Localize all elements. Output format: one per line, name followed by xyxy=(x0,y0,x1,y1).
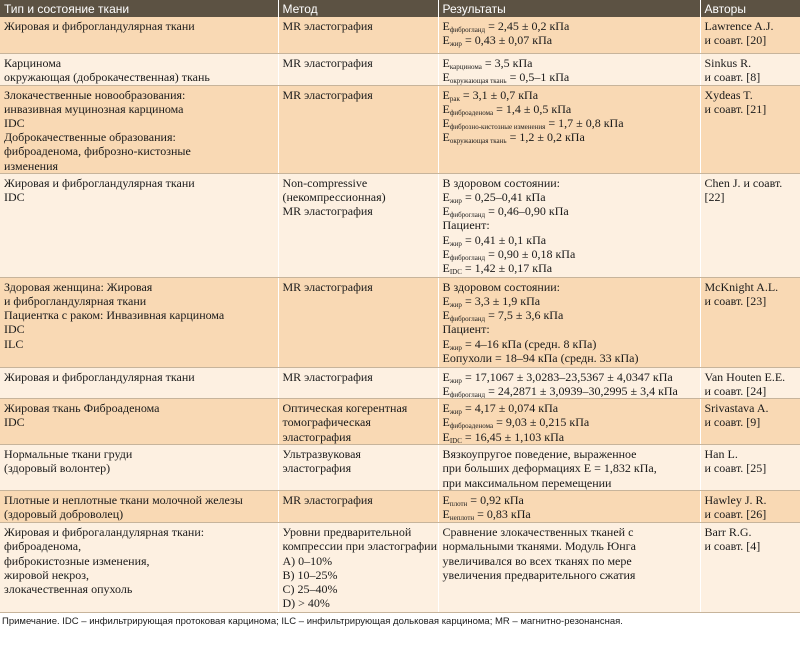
result-line xyxy=(443,247,696,261)
result-subscript: жир xyxy=(449,343,462,352)
result-value: = 0,90 ± 0,18 кПа xyxy=(485,246,576,261)
tissue-line: IDC xyxy=(4,415,25,430)
result-line xyxy=(443,204,696,218)
result-symbol: E xyxy=(442,101,450,116)
tissue-line: (здоровый доброволец) xyxy=(4,507,124,522)
author-line: и соавт. [20] xyxy=(704,33,767,48)
result-symbol: E xyxy=(442,33,450,48)
authors-cell xyxy=(700,445,800,491)
authors-cell xyxy=(700,491,800,523)
method-line: Уровни предварительной xyxy=(282,525,412,540)
authors-cell xyxy=(700,399,800,445)
table-row xyxy=(0,277,800,367)
result-line xyxy=(443,218,696,232)
result-value: = 0,43 ± 0,07 кПа xyxy=(461,33,553,48)
result-symbol: E xyxy=(442,232,450,247)
result-subscript: фиброгланд xyxy=(449,315,486,324)
tissue-line: окружающая (доброкачественная) ткань xyxy=(4,69,210,84)
result-symbol: E xyxy=(442,87,450,102)
result-line xyxy=(443,116,696,130)
result-value: = 0,41 ± 0,1 кПа xyxy=(461,232,547,247)
result-value: = 7,5 ± 3,6 кПа xyxy=(485,308,564,323)
result-line xyxy=(443,322,696,336)
authors-cell xyxy=(700,523,800,613)
tissue-cell xyxy=(0,523,278,613)
result-symbol: E xyxy=(442,415,450,430)
result-subscript: фиброгланд xyxy=(449,253,486,262)
result-value: = 24,2871 ± 3,0939–30,2995 ± 3,4 кПа xyxy=(485,383,678,398)
result-value: = 0,5–1 кПа xyxy=(506,69,570,84)
author-line: и соавт. [4] xyxy=(704,539,761,554)
result-line xyxy=(443,447,696,461)
method-line: томографическая xyxy=(282,415,371,430)
result-line xyxy=(443,554,696,568)
result-symbol: увеличения предварительного сжатия xyxy=(442,567,636,582)
result-symbol: E xyxy=(442,429,450,444)
result-subscript: фиброгланд xyxy=(449,211,486,220)
tissue-cell xyxy=(0,17,278,53)
result-line xyxy=(443,33,696,47)
tissue-cell xyxy=(0,173,278,277)
result-symbol: E xyxy=(442,383,450,398)
table-row xyxy=(0,445,800,491)
result-subscript: фиброгланд xyxy=(449,26,486,34)
result-line xyxy=(443,525,696,539)
result-line xyxy=(443,261,696,275)
tissue-line: Жировая и фиброгаландулярная ткани: xyxy=(4,525,205,540)
result-subscript: IDC xyxy=(449,267,462,276)
result-subscript: окружающая ткань xyxy=(449,137,507,146)
result-subscript: плотн xyxy=(449,500,468,509)
method-cell xyxy=(278,85,438,173)
result-symbol: Eопухоли = 18–94 кПа (средн. 33 кПа) xyxy=(442,350,639,365)
results-cell xyxy=(438,523,700,613)
result-symbol: нормальными тканями. Модуль Юнга xyxy=(442,539,636,554)
tissue-line: жировой некроз, xyxy=(4,567,90,582)
result-line xyxy=(443,280,696,294)
author-line: Van Houten E.E. xyxy=(704,369,786,384)
result-symbol: E xyxy=(442,115,450,130)
method-cell xyxy=(278,491,438,523)
tissue-line: злокачественная опухоль xyxy=(4,581,133,596)
result-value: = 2,45 ± 0,2 кПа xyxy=(485,19,570,33)
tissue-cell xyxy=(0,85,278,173)
method-line: MR эластография xyxy=(282,19,373,33)
tissue-line: инвазивная муцинозная карцинома xyxy=(4,101,184,116)
author-line: Barr R.G. xyxy=(704,525,752,540)
result-symbol: Сравнение злокачественных тканей с xyxy=(442,525,634,540)
result-value: = 16,45 ± 1,103 кПа xyxy=(461,429,565,444)
results-cell xyxy=(438,53,700,85)
result-value: = 3,3 ± 1,9 кПа xyxy=(461,293,541,308)
result-symbol: E xyxy=(442,246,450,261)
result-line xyxy=(443,294,696,308)
tissue-line: Жировая и фиброгландулярная ткани xyxy=(4,175,195,190)
tissue-line: Здоровая женщина: Жировая xyxy=(4,279,153,294)
author-line: и соавт. [21] xyxy=(704,101,767,116)
authors-cell xyxy=(700,53,800,85)
result-symbol: E xyxy=(442,204,450,219)
method-line: MR эластография xyxy=(282,369,373,384)
results-cell xyxy=(438,399,700,445)
result-symbol: E xyxy=(442,189,450,204)
method-line: (некомпрессионная) xyxy=(282,189,386,204)
result-subscript: IDC xyxy=(449,436,462,445)
table-row xyxy=(0,523,800,613)
result-value: = 4,17 ± 0,074 кПа xyxy=(461,401,559,416)
result-subscript: фиброаденома xyxy=(449,422,494,431)
result-symbol: E xyxy=(442,507,450,522)
result-subscript: карцинома xyxy=(449,62,482,71)
table-footnote: Примечание. IDC – инфильтрирующая протоковая карцинома; ILC – инфильтрирующая дольковая карцинома; MR – магнитно-резонансная. xyxy=(2,616,623,628)
tissue-cell xyxy=(0,445,278,491)
result-symbol: E xyxy=(442,308,450,323)
method-cell xyxy=(278,523,438,613)
author-line: и соавт. [25] xyxy=(704,461,767,476)
result-line xyxy=(443,308,696,322)
result-line xyxy=(443,233,696,247)
result-value: = 0,83 кПа xyxy=(474,507,531,522)
result-line xyxy=(443,461,696,475)
method-cell xyxy=(278,17,438,53)
author-line: Chen J. и соавт. xyxy=(704,175,783,190)
result-line xyxy=(443,88,696,102)
result-line xyxy=(443,351,696,365)
tissue-line: ILC xyxy=(4,336,24,351)
result-line xyxy=(443,130,696,144)
result-value: = 0,25–0,41 кПа xyxy=(461,189,546,204)
results-cell xyxy=(438,85,700,173)
tissue-line: и фиброгландулярная ткани xyxy=(4,293,147,308)
method-line: эластография xyxy=(282,429,352,444)
header-tissue-type: Тип и состояние ткани xyxy=(0,0,278,17)
method-cell xyxy=(278,173,438,277)
result-line xyxy=(443,56,696,70)
author-line: и соавт. [8] xyxy=(704,69,761,84)
result-symbol: E xyxy=(442,130,450,145)
result-value: = 3,5 кПа xyxy=(481,55,533,70)
result-symbol: E xyxy=(442,293,450,308)
table-row xyxy=(0,85,800,173)
result-value: = 1,7 ± 0,8 кПа xyxy=(545,115,624,130)
result-value: = 1,2 ± 0,2 кПа xyxy=(506,130,585,145)
result-subscript: жир xyxy=(449,376,462,385)
header-results: Результаты xyxy=(438,0,700,17)
tissue-line: IDC xyxy=(4,115,25,130)
result-line xyxy=(443,539,696,553)
result-value: = 1,42 ± 0,17 кПа xyxy=(461,260,553,275)
result-symbol: E xyxy=(442,493,450,508)
result-line xyxy=(443,568,696,582)
result-symbol: В здоровом состоянии: xyxy=(442,175,561,190)
author-line: и соавт. [23] xyxy=(704,293,767,308)
tissue-line: фиброаденома, фиброзно-кистозные xyxy=(4,144,191,159)
result-subscript: жир xyxy=(449,408,462,417)
result-subscript: окружающая ткань xyxy=(449,76,507,85)
result-symbol: увеличивался во всех тканях по мере xyxy=(442,553,632,568)
method-line: MR эластография xyxy=(282,87,373,102)
author-line: Han L. xyxy=(704,447,738,462)
result-value: = 0,92 кПа xyxy=(467,493,524,508)
results-cell xyxy=(438,491,700,523)
authors-cell xyxy=(700,367,800,398)
tissue-line: Жировая и фиброгландулярная ткани xyxy=(4,19,195,33)
result-line xyxy=(443,337,696,351)
result-subscript: жир xyxy=(449,239,462,248)
method-line: MR эластография xyxy=(282,55,373,70)
header-authors: Авторы xyxy=(700,0,800,17)
result-value: = 3,1 ± 0,7 кПа xyxy=(459,87,539,102)
result-value: = 1,4 ± 0,5 кПа xyxy=(493,101,572,116)
table-row xyxy=(0,53,800,85)
tissue-cell xyxy=(0,53,278,85)
method-line: MR эластография xyxy=(282,204,373,219)
result-line xyxy=(443,507,696,521)
authors-cell xyxy=(700,277,800,367)
method-cell xyxy=(278,277,438,367)
author-line: Lawrence A.J. xyxy=(704,19,774,33)
result-subscript: фиброаденома xyxy=(449,108,494,117)
table-header-row xyxy=(0,0,800,17)
result-subscript: жир xyxy=(449,196,462,205)
result-symbol: E xyxy=(442,260,450,275)
results-cell xyxy=(438,445,700,491)
result-symbol: Пациент: xyxy=(442,322,490,337)
method-line: компрессии при эластографии xyxy=(282,539,437,554)
result-line xyxy=(443,415,696,429)
result-symbol: Вязкоупругое поведение, выраженное xyxy=(442,447,637,462)
result-line xyxy=(443,493,696,507)
tissue-line: фиброаденома, xyxy=(4,539,82,554)
result-line xyxy=(443,430,696,444)
result-value: = 4–16 кПа (средн. 8 кПа) xyxy=(461,336,597,351)
authors-cell xyxy=(700,17,800,53)
results-cell xyxy=(438,277,700,367)
result-symbol: В здоровом состоянии: xyxy=(442,279,561,294)
tissue-line: Злокачественные новообразования: xyxy=(4,87,186,102)
authors-cell xyxy=(700,173,800,277)
author-line: [22] xyxy=(704,189,725,204)
tissue-cell xyxy=(0,491,278,523)
tissue-line: IDC xyxy=(4,189,25,204)
result-symbol: E xyxy=(442,401,450,416)
tissue-line: Карцинома xyxy=(4,55,62,70)
result-line xyxy=(443,401,696,415)
method-cell xyxy=(278,367,438,398)
header-method: Метод xyxy=(278,0,438,17)
result-line xyxy=(443,19,696,33)
tissue-line: Нормальные ткани груди xyxy=(4,447,133,462)
result-symbol: E xyxy=(442,19,450,33)
result-subscript: фиброзно-кистозные изменения xyxy=(449,122,546,131)
result-symbol: E xyxy=(442,369,450,384)
method-cell xyxy=(278,445,438,491)
result-symbol: E xyxy=(442,69,450,84)
result-line xyxy=(443,190,696,204)
result-line xyxy=(443,176,696,190)
table-row xyxy=(0,173,800,277)
results-cell xyxy=(438,367,700,398)
table-row xyxy=(0,17,800,53)
tissue-cell xyxy=(0,367,278,398)
tissue-line: Пациентка с раком: Инвазивная карцинома xyxy=(4,308,225,323)
result-subscript: рак xyxy=(449,94,460,103)
result-subscript: жир xyxy=(449,300,462,309)
author-line: Sinkus R. xyxy=(704,55,752,70)
result-line xyxy=(443,370,696,384)
table-row xyxy=(0,367,800,398)
results-cell xyxy=(438,173,700,277)
method-cell xyxy=(278,53,438,85)
tissue-line: (здоровый волонтер) xyxy=(4,461,111,476)
result-line xyxy=(443,102,696,116)
method-line: D) > 40% xyxy=(282,596,330,611)
authors-cell xyxy=(700,85,800,173)
table-row xyxy=(0,399,800,445)
result-value: = 17,1067 ± 3,0283–23,5367 ± 4,0347 кПа xyxy=(461,369,673,384)
tissue-line: Жировая и фиброгландулярная ткани xyxy=(4,369,195,384)
method-line: Оптическая когерентная xyxy=(282,401,408,416)
results-cell xyxy=(438,17,700,53)
result-symbol: E xyxy=(442,336,450,351)
result-line xyxy=(443,384,696,398)
author-line: и соавт. [24] xyxy=(704,383,767,398)
result-line xyxy=(443,70,696,84)
result-subscript: жир xyxy=(449,40,462,49)
result-symbol: при больших деформациях E = 1,832 кПа, xyxy=(442,461,657,476)
table-row xyxy=(0,491,800,523)
result-value: = 0,46–0,90 кПа xyxy=(485,204,569,219)
author-line: Srivastava A. xyxy=(704,401,769,416)
method-line: B) 10–25% xyxy=(282,567,338,582)
result-symbol: при максимальном перемещении xyxy=(442,475,612,490)
tissue-line: фиброкистозные изменения, xyxy=(4,553,150,568)
method-line: MR эластография xyxy=(282,493,373,508)
author-line: Hawley J. R. xyxy=(704,493,767,508)
tissue-line: IDC xyxy=(4,322,25,337)
method-line: эластография xyxy=(282,461,352,476)
method-line: Non-compressive xyxy=(282,175,368,190)
result-line xyxy=(443,476,696,490)
method-line: C) 25–40% xyxy=(282,581,338,596)
method-cell xyxy=(278,399,438,445)
author-line: и соавт. [26] xyxy=(704,507,767,522)
result-subscript: фиброгланд xyxy=(449,390,486,399)
result-symbol: E xyxy=(442,55,450,70)
tissue-cell xyxy=(0,399,278,445)
tissue-line: изменения xyxy=(4,158,59,173)
tissue-line: Жировая ткань Фиброаденома xyxy=(4,401,160,416)
tissue-line: Плотные и неплотные ткани молочной железы xyxy=(4,493,243,508)
author-line: и соавт. [9] xyxy=(704,415,761,430)
author-line: Xydeas T. xyxy=(704,87,753,102)
method-line: MR эластография xyxy=(282,279,373,294)
method-line: Ультразвуковая xyxy=(282,447,361,462)
tissue-cell xyxy=(0,277,278,367)
method-line: A) 0–10% xyxy=(282,553,333,568)
result-symbol: Пациент: xyxy=(442,218,490,233)
result-value: = 9,03 ± 0,215 кПа xyxy=(493,415,590,430)
author-line: McKnight A.L. xyxy=(704,279,779,294)
result-subscript: неплотн xyxy=(449,514,475,523)
tissue-line: Доброкачественные образования: xyxy=(4,130,176,145)
table-body xyxy=(0,17,800,613)
